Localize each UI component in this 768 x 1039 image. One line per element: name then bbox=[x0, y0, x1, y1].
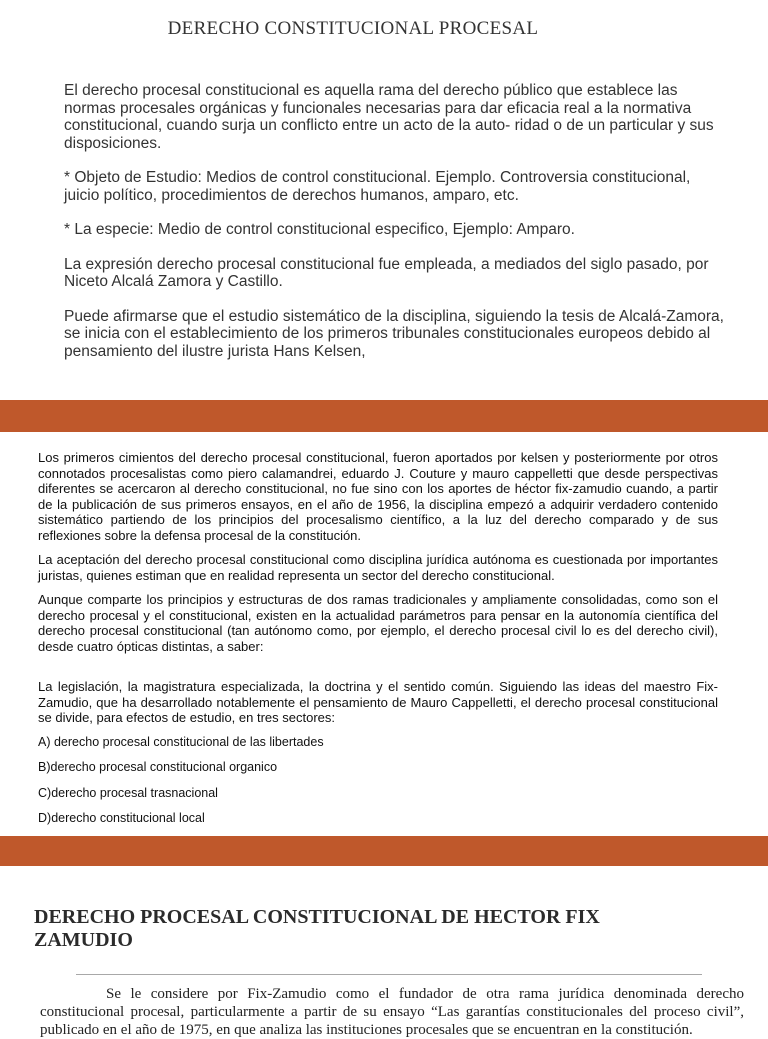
paragraph: La aceptación del derecho procesal constitucional como disciplina jurídica autónoma es cuestionada por importantes juristas, quienes estiman que en realidad representa un sector del derecho constitucional. bbox=[38, 552, 718, 583]
slide-divider-band bbox=[0, 836, 768, 866]
slide-2 bbox=[0, 432, 768, 836]
paragraph: * La especie: Medio de control constitucional especifico, Ejemplo: Amparo. bbox=[64, 221, 575, 238]
slide-1-body bbox=[64, 82, 724, 377]
list-item: B)derecho procesal constitucional organico bbox=[38, 760, 278, 774]
list-item: A) derecho procesal constitucional de las libertades bbox=[38, 734, 324, 749]
slide-3-body: Se le considere por Fix-Zamudio como el fundador de otra rama jurídica denominada derecho constitucional procesal, particularmente a partir de su ensayo “Las garantías constitucionales del proceso civil”, publicado en el año de 1975, en que analiza las instituciones procesales que se encuentran en la constitución. bbox=[40, 986, 744, 1038]
paragraph: El derecho procesal constitucional es aquella rama del derecho público que establece las normas procesales orgánicas y funcionales necesarias para dar eficacia real a la normativa constitucional, cuando surja un conflicto entre un acto de la auto- ridad o de un particular y sus disposiciones. bbox=[64, 82, 714, 152]
paragraph: La legislación, la magistratura especializada, la doctrina y el sentido común. Siguiendo las ideas del maestro Fix-Zamudio, que ha desarrollado notablemente el pensamiento de Mauro Cappelletti, el derecho procesal constitucional se divide, para efectos de estudio, en tres sectores: bbox=[38, 679, 718, 725]
slide-1 bbox=[0, 0, 768, 400]
paragraph: Puede afirmarse que el estudio sistemático de la disciplina, siguiendo la tesis de Alcalá-Zamora, se inicia con el establecimiento de los primeros tribunales constitucionales europeos debido al pensamiento del ilustre jurista Hans Kelsen, bbox=[64, 307, 724, 360]
paragraph: Aunque comparte los principios y estructuras de dos ramas tradicionales y ampliamente consolidadas, como son el derecho procesal y el constitucional, existen en la actualidad parámetros para pensar en la autonomía científica del derecho procesal constitucional (tan autónomo como, por ejemplo, el derecho procesal civil lo es del derecho civil), desde cuatro ópticas distintas, a saber: bbox=[38, 592, 718, 654]
paragraph: * Objeto de Estudio: Medios de control constitucional. Ejemplo. Controversia constitucional, juicio político, procedimientos de derechos humanos, amparo, etc. bbox=[64, 169, 691, 204]
slide-3-title: DERECHO PROCESAL CONSTITUCIONAL DE HECTOR FIX ZAMUDIO bbox=[34, 906, 600, 951]
paragraph: Los primeros cimientos del derecho procesal constitucional, fueron aportados por kelsen y posteriormente por otros connotados procesalistas como piero calamandrei, eduardo J. Couture y mauro cappelletti que desde perspectivas diferentes se acercaron al derecho constitucional, no fue sino con los aportes de héctor fix-zamudio cuando, a partir de la publicación de sus primeros ensayos, en el año de 1956, la disciplina empezó a adquirir verdadero contenido sistemático partiendo de los principios del procesalismo científico, a la luz del derecho comparado y de sus reflexiones sobre la defensa procesal de la constitución. bbox=[38, 450, 718, 543]
list-item: C)derecho procesal trasnacional bbox=[38, 785, 218, 800]
slide-divider-band bbox=[0, 400, 768, 432]
slide-1-title: DERECHO CONSTITUCIONAL PROCESAL bbox=[167, 18, 539, 39]
list-item: D)derecho constitucional local bbox=[38, 811, 205, 825]
paragraph: La expresión derecho procesal constitucional fue empleada, a mediados del siglo pasado, por Niceto Alcalá Zamora y Castillo. bbox=[64, 255, 709, 290]
slide-3 bbox=[0, 866, 768, 1038]
title-divider bbox=[76, 974, 702, 975]
slide-2-body bbox=[38, 450, 718, 837]
